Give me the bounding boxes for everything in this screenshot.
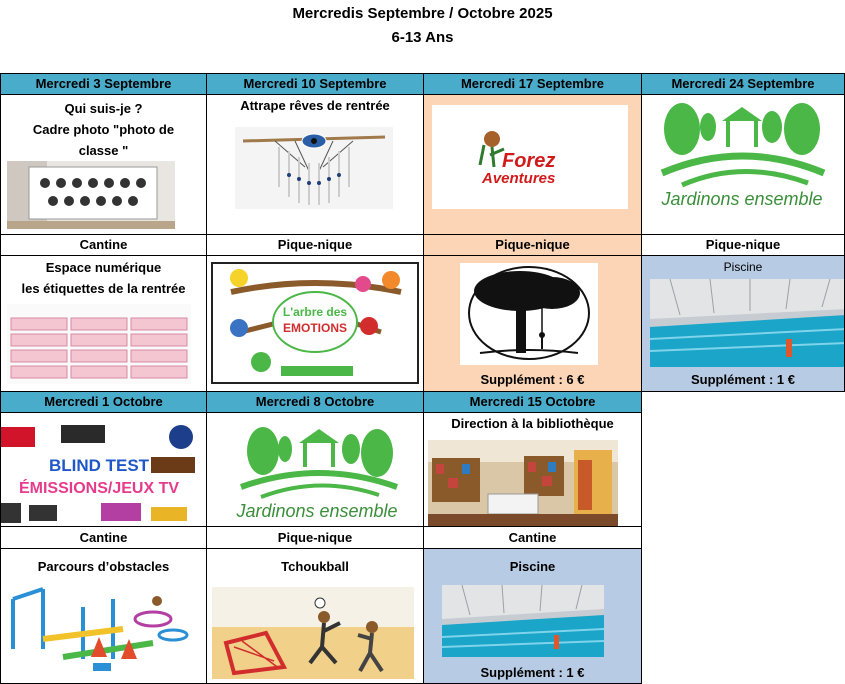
header-mercredi-8-octobre: Mercredi 8 Octobre [206, 391, 424, 413]
logo-word-aventures: Aventures [482, 170, 556, 187]
header-mercredi-10-septembre: Mercredi 10 Septembre [206, 73, 424, 95]
activity-line: les étiquettes de la rentrée [21, 281, 186, 296]
lunch-cantine [423, 526, 642, 549]
poster-line-1: L'arbre des [282, 305, 348, 319]
jardinons-ensemble-logo [652, 99, 832, 215]
logo-word-forez: Forez [502, 150, 556, 172]
header-mercredi-15-octobre: Mercredi 15 Octobre [423, 391, 642, 413]
supplement-note: Supplément : 6 € [480, 372, 585, 387]
lunch-pique-nique [206, 526, 424, 549]
activity-title: Piscine [723, 260, 763, 274]
poster-title: BLIND TEST [48, 456, 150, 475]
blind-test-poster [1, 423, 198, 525]
activity-espace-numerique [0, 255, 207, 392]
lunch-label: Pique-nique [705, 237, 781, 252]
logo-text: Jardinons ensemble [236, 501, 398, 521]
header-mercredi-24-septembre: Mercredi 24 Septembre [641, 73, 845, 95]
swimming-pool-image [650, 279, 845, 367]
logo-text: Jardinons ensemble [661, 189, 823, 209]
lunch-label: Pique-nique [277, 237, 353, 252]
dreamcatcher-image [235, 127, 393, 209]
activity-accrobranche [423, 255, 642, 392]
arbre-emotions-poster [211, 262, 419, 384]
activity-jardinons-ensemble [206, 412, 424, 527]
page-title: Mercredis Septembre / Octobre 2025 [292, 5, 553, 22]
library-image [428, 440, 618, 526]
poster-line-2: EMOTIONS [282, 321, 348, 335]
lunch-pique-nique [206, 234, 424, 256]
lunch-label: Cantine [79, 530, 128, 545]
lunch-label: Cantine [79, 237, 128, 252]
activity-title: Tchoukball [281, 559, 349, 574]
lunch-label: Cantine [508, 530, 557, 545]
jardinons-ensemble-logo [227, 423, 407, 523]
activity-line: Espace numérique [45, 260, 162, 275]
obstacle-course-image [3, 579, 203, 677]
lunch-pique-nique [423, 234, 642, 256]
activity-title: Attrape rêves de rentrée [240, 98, 390, 113]
lunch-cantine [0, 234, 207, 256]
page-subtitle: 6-13 Ans [391, 29, 454, 46]
activity-title: Direction à la bibliothèque [451, 416, 614, 431]
activity-line: Cadre photo "photo de [32, 122, 175, 137]
swimming-pool-image [442, 585, 604, 657]
header-mercredi-17-septembre: Mercredi 17 Septembre [423, 73, 642, 95]
tree-climbing-image [460, 263, 598, 365]
activity-forez-aventures [423, 94, 642, 235]
activity-jardinons-ensemble [641, 94, 845, 235]
activity-blind-test [0, 412, 207, 527]
activity-line: classe " [78, 143, 129, 158]
activity-bibliotheque [423, 412, 642, 527]
supplement-note: Supplément : 1 € [480, 665, 585, 680]
supplement-note: Supplément : 1 € [690, 372, 796, 387]
forez-aventures-logo [432, 105, 628, 209]
header-mercredi-1-octobre: Mercredi 1 Octobre [0, 391, 207, 413]
activity-tchoukball [206, 548, 424, 684]
activity-title: Parcours d’obstacles [37, 559, 170, 574]
activity-line: Qui suis-je ? [64, 101, 143, 116]
activity-title: Piscine [509, 559, 556, 574]
lunch-pique-nique [641, 234, 845, 256]
activity-piscine [641, 255, 845, 392]
lunch-label: Pique-nique [495, 237, 570, 252]
activity-piscine [423, 548, 642, 684]
activity-arbre-des-emotions [206, 255, 424, 392]
photo-frame-image [7, 161, 175, 229]
labels-sheet-image [7, 304, 191, 384]
lunch-label: Pique-nique [277, 530, 353, 545]
header-mercredi-3-septembre: Mercredi 3 Septembre [0, 73, 207, 95]
tchoukball-image [212, 587, 414, 679]
lunch-cantine [0, 526, 207, 549]
activity-attrape-reves [206, 94, 424, 235]
activity-qui-suis-je [0, 94, 207, 235]
poster-subtitle: ÉMISSIONS/JEUX TV [18, 480, 180, 497]
activity-parcours-obstacles [0, 548, 207, 684]
